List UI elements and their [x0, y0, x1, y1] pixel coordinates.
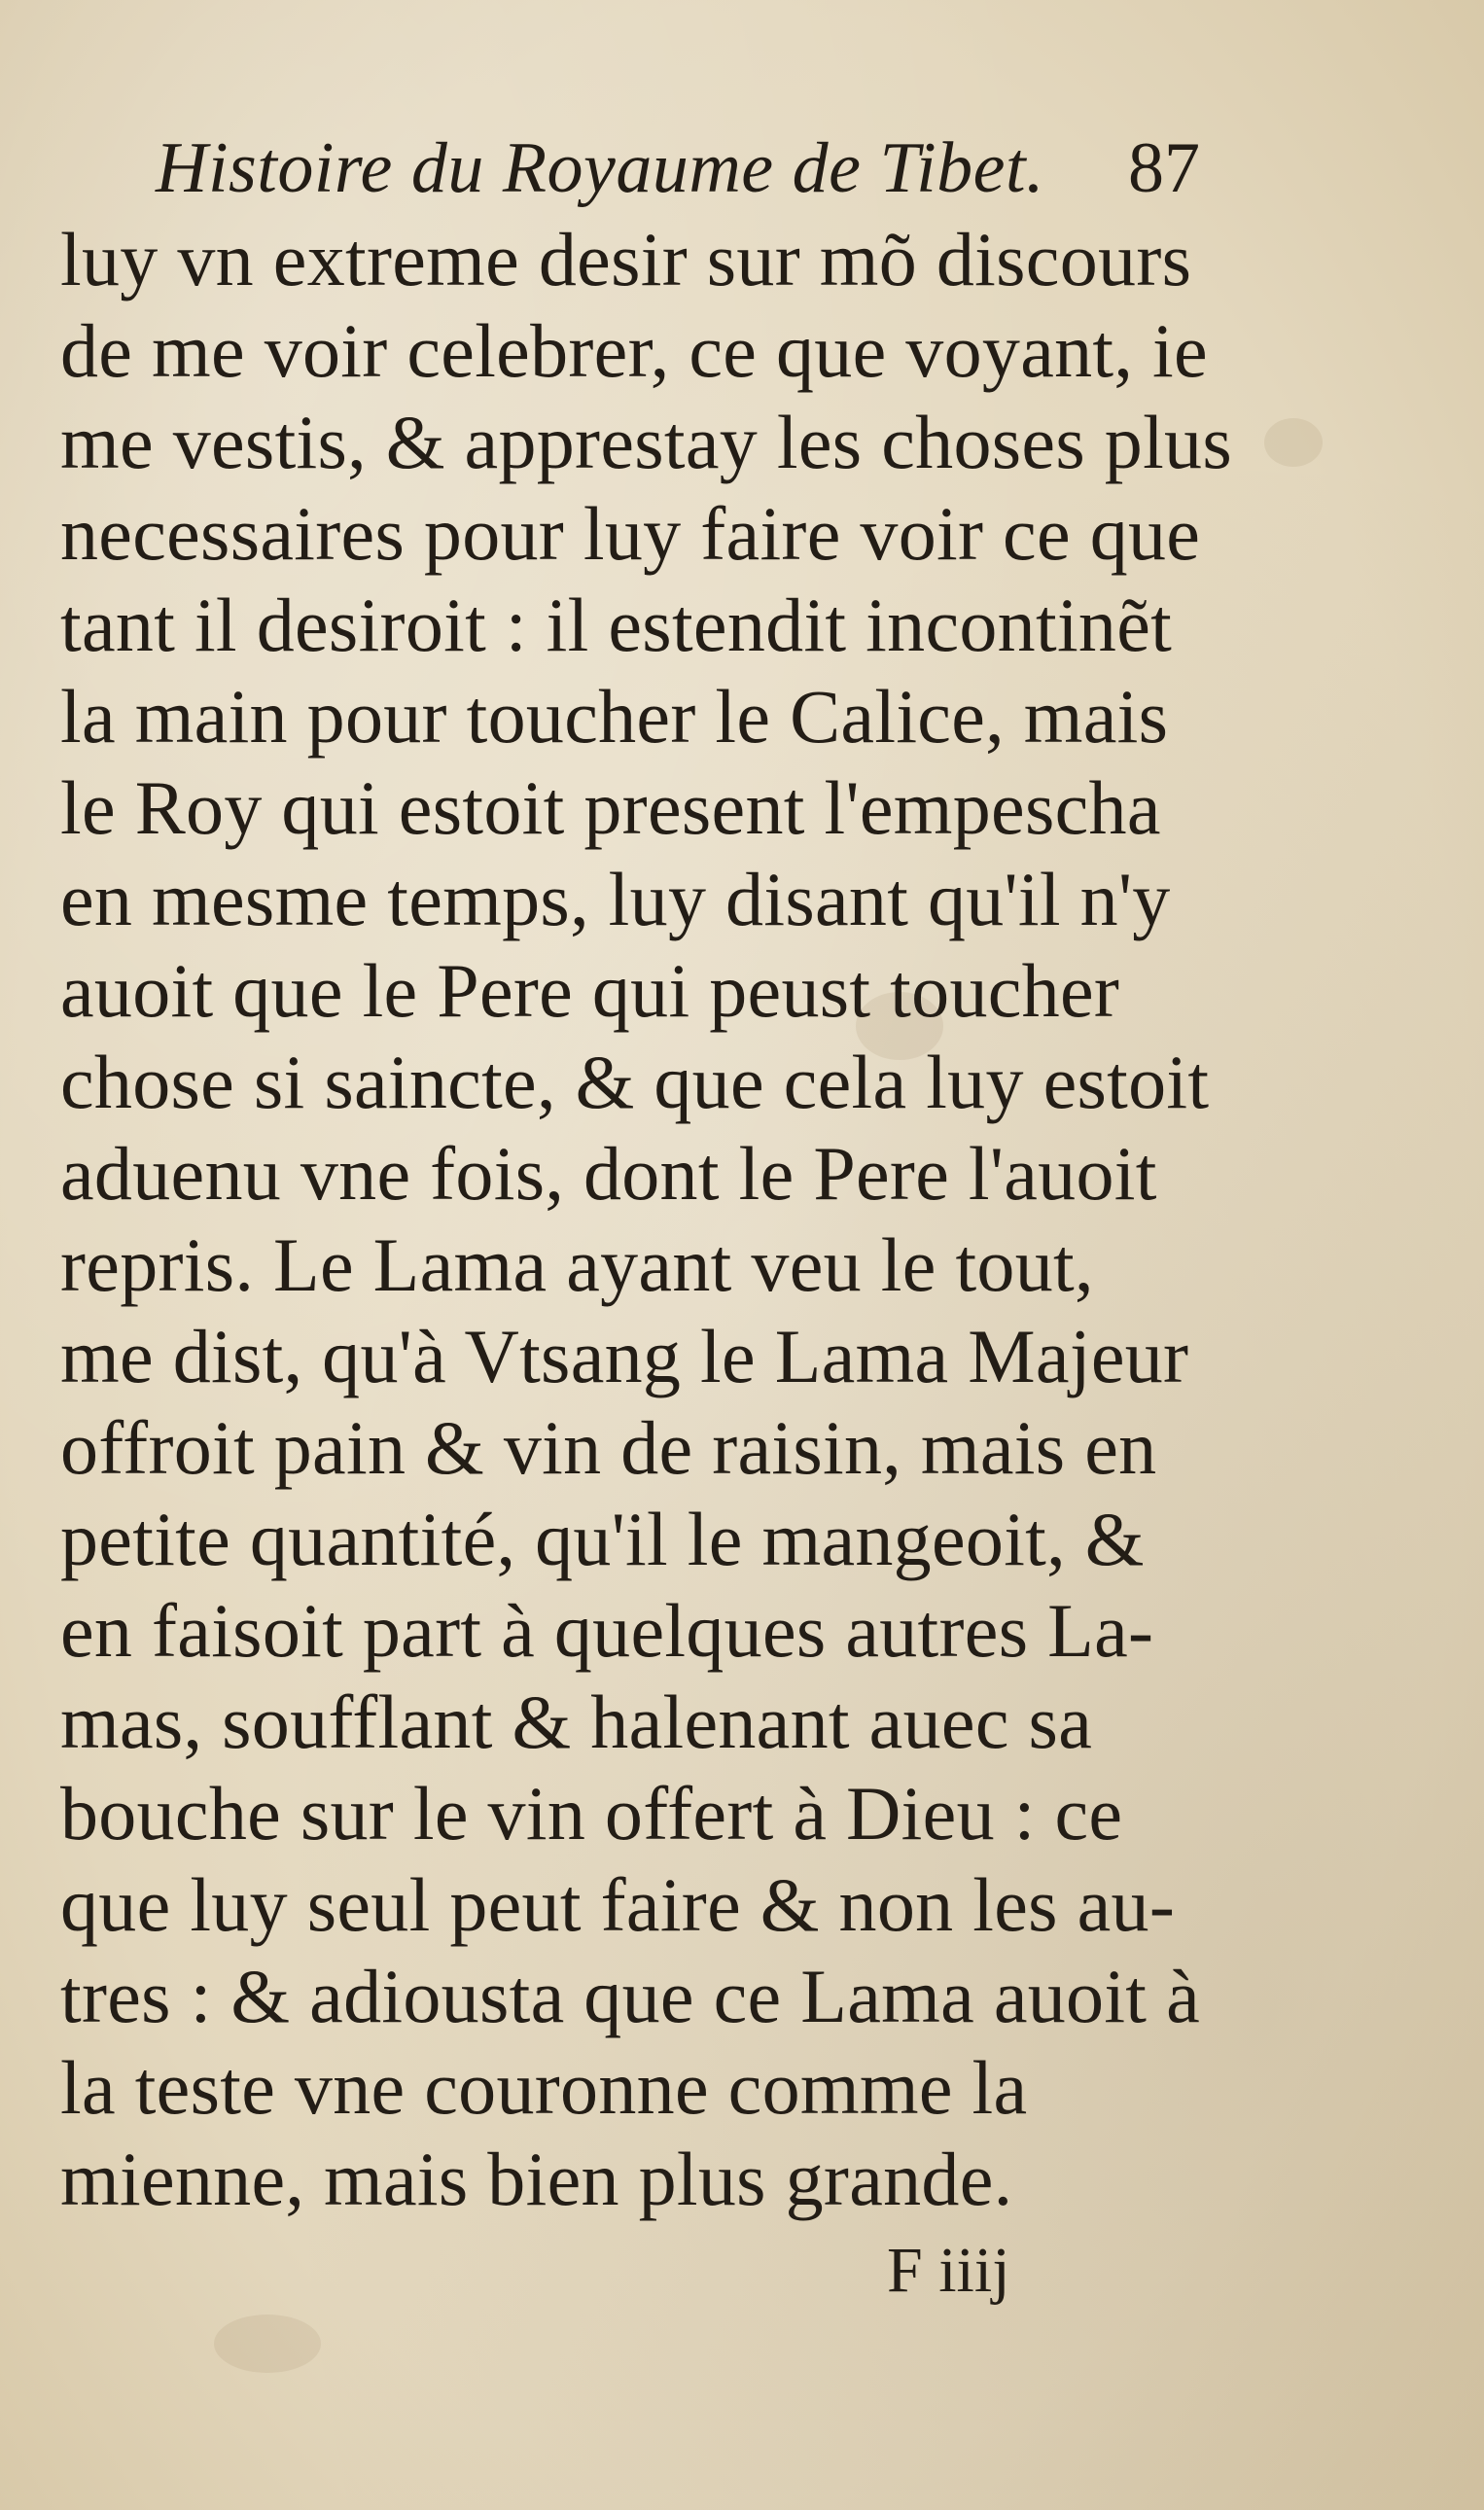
text-line: mienne, mais bien plus grande. [60, 2137, 1013, 2221]
text-line: de me voir celebrer, ce que voyant, ie [60, 308, 1208, 393]
body-text [60, 214, 1233, 2225]
paper-stain [214, 2315, 321, 2373]
text-line: tant il desiroit : il estendit incontinẽt [60, 583, 1173, 667]
text-line: luy vn extreme desir sur mõ discours [60, 217, 1192, 301]
text-line: chose si saincte, & que cela luy estoit [60, 1040, 1210, 1124]
text-line: la teste vne couronne comme la [60, 2045, 1028, 2130]
text-line: en mesme temps, luy disant qu'il n'y [60, 857, 1171, 941]
text-line: le Roy qui estoit present l'empescha [60, 765, 1161, 850]
text-line: en faisoit part à quelques autres La- [60, 1588, 1154, 1673]
text-line: me dist, qu'à Vtsang le Lama Majeur [60, 1314, 1189, 1398]
running-title: Histoire du Royaume de Tibet. [156, 128, 1045, 208]
text-line: petite quantité, qu'il le mangeoit, & [60, 1497, 1145, 1581]
paper-stain [1264, 418, 1323, 467]
page-header [156, 115, 1225, 222]
signature-mark: F iiij [887, 2235, 1010, 2306]
page-number: 87 [1128, 128, 1200, 208]
text-line: aduenu vne fois, dont le Pere l'auoit [60, 1131, 1157, 1216]
text-line: necessaires pour luy faire voir ce que [60, 491, 1201, 576]
text-line: tres : & adiousta que ce Lama auoit à [60, 1954, 1200, 2038]
text-line: que luy seul peut faire & non les au- [60, 1862, 1176, 1947]
text-line: offroit pain & vin de raisin, mais en [60, 1405, 1157, 1490]
text-line: repris. Le Lama ayant veu le tout, [60, 1222, 1094, 1307]
text-line: auoit que le Pere qui peust toucher [60, 948, 1120, 1033]
text-line: la main pour toucher le Calice, mais [60, 674, 1169, 759]
text-line: mas, soufflant & halenant auec sa [60, 1679, 1093, 1764]
text-line: me vestis, & apprestay les choses plus [60, 400, 1233, 484]
text-line: bouche sur le vin offert à Dieu : ce [60, 1771, 1123, 1856]
